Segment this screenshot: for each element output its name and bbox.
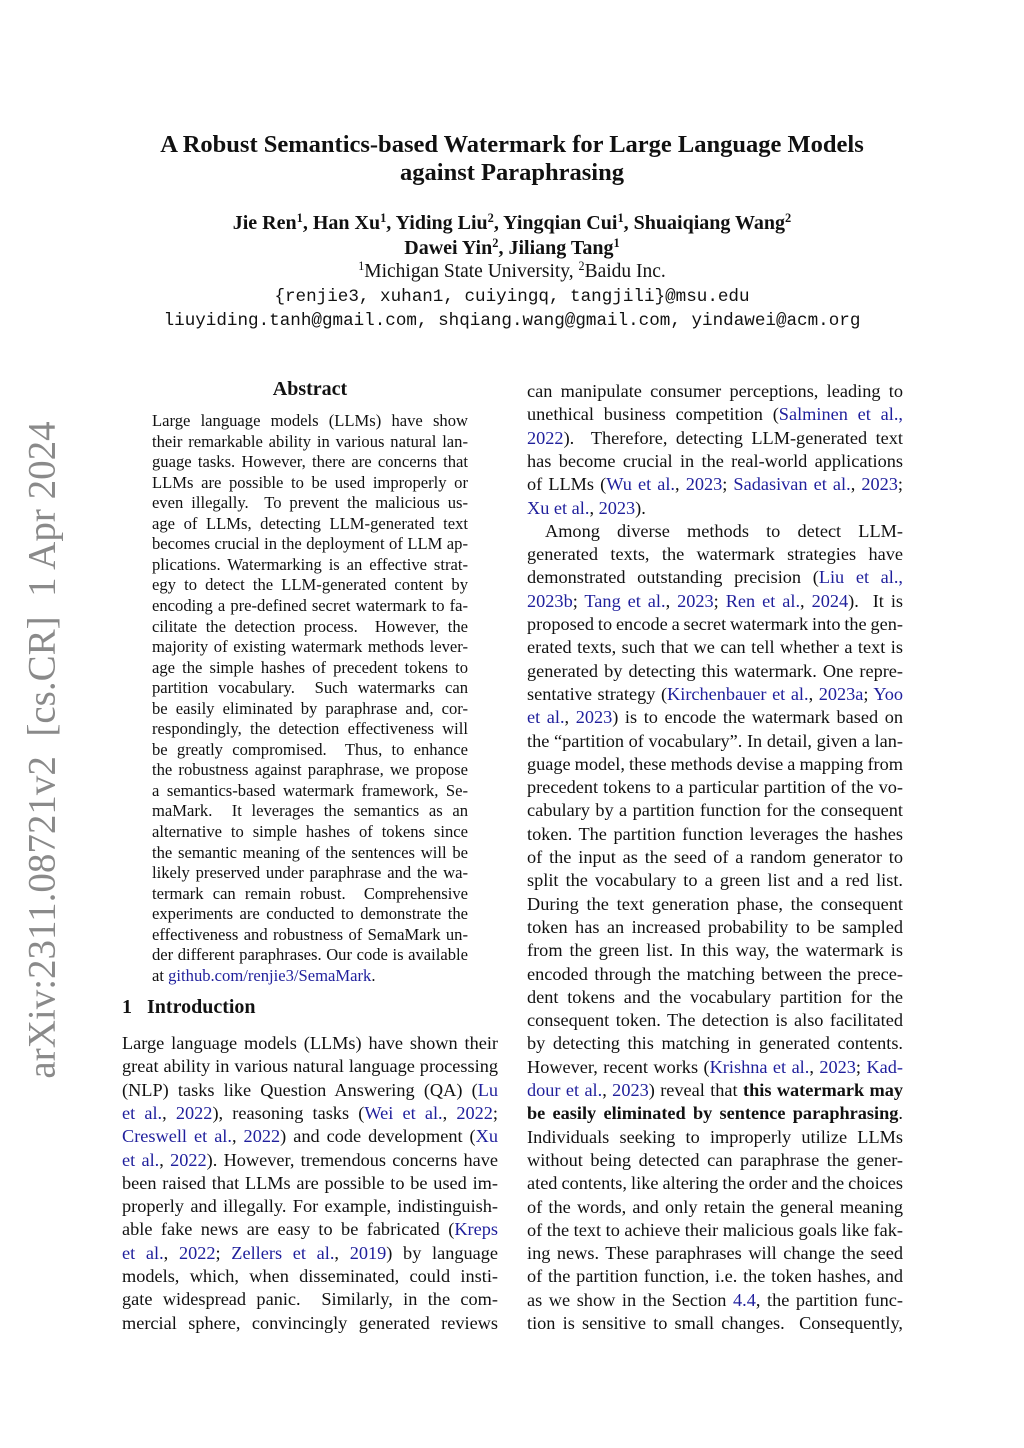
text-line: the “partition of vocabulary”. In detail, given a lan- <box>527 730 903 751</box>
text-line: guage model, these methods devise a mapping from <box>527 753 903 774</box>
text-line: sentative strategy (Kirchenbauer et al., 2023a; Yoo <box>527 683 904 704</box>
bold-text: this watermark may <box>743 1080 904 1100</box>
citation-link[interactable]: et al. <box>122 1102 163 1123</box>
author-name: Jie Ren <box>232 212 297 234</box>
emails-line-1: {renjie3, xuhan1, cuiyingq, tangjili}@msu.edu <box>274 287 750 307</box>
citation-link[interactable]: Liu et al., <box>818 567 903 588</box>
text-line: age the simple hashes of precedent tokens to <box>152 657 468 677</box>
text-line: tion is sensitive to small changes. Consequently, <box>527 1313 903 1333</box>
text-line: plications. Watermarking is an effective strat- <box>152 554 468 574</box>
paper-title-line-1: A Robust Semantics-based Watermark for Large Language Models <box>160 131 864 158</box>
text-line: even illegally. To prevent the malicious us- <box>152 493 468 513</box>
citation-link[interactable]: 2022 <box>456 1102 493 1123</box>
citation-link[interactable]: 2022 <box>175 1102 213 1123</box>
text-line: token. The partition function leverages the hashes <box>527 823 903 844</box>
text-line: demonstrated outstanding precision (Liu et al., <box>527 567 903 588</box>
citation-link[interactable]: Yoo <box>873 683 904 704</box>
text-line: egy to detect the LLM-generated content by <box>152 575 468 595</box>
citation-link[interactable]: 2023 <box>612 1080 649 1100</box>
citation-link[interactable]: Wei et al. <box>364 1102 443 1123</box>
citation-link[interactable]: 2019 <box>349 1242 387 1263</box>
text-line: be easily eliminated by sentence paraphrasing. <box>527 1103 903 1124</box>
citation-link[interactable]: Salminen et al., <box>778 404 903 425</box>
affiliation-marker: 2 <box>487 211 494 226</box>
text-line: et al., 2023) is to encode the watermark based on <box>527 707 904 728</box>
text-line: be greatly compromised. Thus, to enhance <box>152 739 468 759</box>
text-line: ated contents, like altering the order and the choices <box>527 1173 903 1194</box>
emails-line-2: liuyiding.tanh@gmail.com, shqiang.wang@gmail.com, yindawei@acm.org <box>163 311 861 331</box>
text-line: (NLP) tasks like Question Answering (QA) (Lu <box>122 1079 498 1100</box>
text-line: dent tokens and the vocabulary partition for the <box>527 986 903 1007</box>
section-number: 1 <box>122 996 132 1018</box>
citation-link[interactable]: 2022 <box>178 1242 216 1263</box>
arxiv-stamp: arXiv:2311.08721v2 [cs.CR] 1 Apr 2024 <box>20 421 64 1079</box>
citation-link[interactable]: Lu <box>477 1079 498 1100</box>
text-line: generated by detecting this watermark. One repre- <box>527 660 903 681</box>
text-line: effectiveness and robustness of SemaMark un- <box>152 924 468 944</box>
citation-link[interactable]: 2024 <box>811 590 849 611</box>
text-line: of LLMs (Wu et al., 2023; Sadasivan et al., 2023; <box>527 474 904 495</box>
citation-link[interactable]: Zellers et al. <box>231 1242 335 1263</box>
citation-link[interactable]: et al. <box>122 1242 164 1263</box>
text-line: from the green list. In this way, the watermark is <box>527 940 903 961</box>
citation-link[interactable]: et al. <box>527 707 565 728</box>
affiliation-marker: 2 <box>492 236 499 251</box>
text-line: alternative to simple hashes of tokens since <box>152 822 468 841</box>
affiliation-name: Michigan State University, <box>364 261 579 282</box>
text-line: cilitate the detection process. However, the <box>152 616 468 636</box>
citation-link[interactable]: Tang et al. <box>584 590 666 611</box>
text-line: erated texts, such that we can tell whether a text is <box>527 637 903 658</box>
text-line: split the vocabulary to a green list and a red list. <box>527 870 903 891</box>
text-line: be easily eliminated by paraphrase and, cor- <box>152 698 468 718</box>
text-line: 2023b; Tang et al., 2023; Ren et al., 2024). It is <box>527 590 904 611</box>
text-line: Creswell et al., 2022) and code development (Xu <box>122 1126 498 1147</box>
text-line: However, recent works (Krishna et al., 2023; Kad- <box>527 1056 903 1077</box>
author-name: Yingqian Cui <box>503 212 618 234</box>
text-line: been raised that LLMs are possible to be used im- <box>122 1172 498 1193</box>
citation-link[interactable]: 2023 <box>685 474 723 495</box>
text-line: et al., 2022; Zellers et al., 2019) by language <box>122 1242 499 1263</box>
text-line: partition vocabulary. Such watermarks can <box>152 678 468 698</box>
text-line: et al., 2022). However, tremendous concerns have <box>122 1149 498 1170</box>
text-line: termark can remain robust. Comprehensive <box>152 883 468 903</box>
section-title: Introduction <box>147 996 256 1018</box>
text-line: Large language models (LLMs) have show <box>152 411 468 430</box>
citation-link[interactable]: Sadasivan et al. <box>733 474 851 495</box>
citation-link[interactable]: 2023 <box>819 1056 856 1077</box>
text-line: of the text to achieve their malicious goals like fak- <box>527 1219 903 1240</box>
bold-text: be easily eliminated by sentence paraphrasing <box>527 1103 899 1124</box>
text-line: without being detected can paraphrase the gener- <box>527 1149 903 1170</box>
text-line: encoded through the matching between the prece- <box>527 963 903 984</box>
text-line: precedent tokens to a particular partition of the vo- <box>527 777 903 798</box>
text-line: age of LLMs, detecting LLM-generated text <box>152 513 468 533</box>
affiliation-name: Baidu Inc. <box>584 261 666 282</box>
text-line: unethical business competition (Salminen et al., <box>527 404 903 425</box>
text-line: by detecting this matching in generated contents. <box>527 1033 903 1054</box>
citation-link[interactable]: Wu et al. <box>606 474 676 495</box>
text-line: majority of existing watermark methods lever- <box>152 637 468 657</box>
citation-link[interactable]: Kad- <box>866 1056 903 1077</box>
author-name: Jiliang Tang <box>508 237 614 259</box>
author-name: Yiding Liu <box>395 212 488 234</box>
citation-link[interactable]: et al. <box>122 1149 160 1170</box>
citation-link[interactable]: github.com/renjie3/SemaMark <box>168 965 372 985</box>
text-line: maMark. It leverages the semantics as an <box>152 801 468 821</box>
affiliation-marker: 1 <box>296 211 303 226</box>
abstract-heading: Abstract <box>272 378 348 400</box>
section-heading <box>122 996 256 1019</box>
text-line: their remarkable ability in various natural lan- <box>152 431 468 451</box>
text-line: of the words, and only retain the general meaning <box>527 1196 903 1217</box>
text-line: of the input as the seed of a random generator to <box>527 847 903 867</box>
text-line: During the text generation phase, the consequent <box>527 893 903 914</box>
text-line: of the partition function, i.e. the token hashes, and <box>527 1266 903 1287</box>
text-line: gate widespread panic. Similarly, in the com- <box>122 1289 498 1310</box>
text-line: the robustness against paraphrase, we propose <box>152 760 468 780</box>
text-line: LLMs are possible to be used improperly or <box>152 472 468 492</box>
text-line: as we show in the Section 4.4, the partition func- <box>527 1289 903 1310</box>
citation-link[interactable]: 2023 <box>575 707 613 728</box>
text-line: respondingly, the detection effectiveness will <box>152 719 468 739</box>
author-name: Dawei Yin <box>404 237 493 259</box>
citation-link[interactable]: 2023b <box>527 590 573 611</box>
author-name: Han Xu <box>312 212 381 234</box>
text-line: 2022). Therefore, detecting LLM-generated text <box>527 427 903 448</box>
text-line: der different paraphrases. Our code is available <box>152 945 468 965</box>
text-line: experiments are conducted to demonstrate the <box>152 904 468 924</box>
text-line: able fake news are easy to be fabricated (Kreps <box>122 1219 498 1240</box>
citation-link[interactable]: Xu et al. <box>527 497 590 518</box>
text-line: ing news. These paraphrases will change the seed <box>527 1243 903 1264</box>
text-line: Large language models (LLMs) have shown their <box>122 1033 498 1053</box>
text-line: cabulary by a partition function for the consequent <box>527 800 903 821</box>
citation-link[interactable]: 2023 <box>598 497 636 518</box>
text-line: becomes crucial in the deployment of LLM ap- <box>152 534 468 554</box>
text-line: token has an increased probability to be sampled <box>527 916 903 937</box>
text-line: encoding a pre-defined secret watermark to fa- <box>152 595 468 615</box>
citation-link[interactable]: 2023a <box>818 683 864 704</box>
text-line: the semantic meaning of the sentences will be <box>152 842 468 862</box>
author-name: Shuaiqiang Wang <box>633 212 786 234</box>
affiliation-marker: 1 <box>613 236 620 251</box>
citation-link[interactable]: Kreps <box>454 1219 498 1240</box>
text-line: dour et al., 2023) reveal that this watermark may <box>527 1080 904 1100</box>
citation-link[interactable]: Kirchenbauer et al. <box>667 683 809 704</box>
citation-link[interactable]: dour et al. <box>527 1080 603 1100</box>
text-line: at github.com/renjie3/SemaMark. <box>152 965 376 985</box>
citation-link[interactable]: Ren et al. <box>725 590 801 611</box>
citation-link[interactable]: 4.4 <box>732 1289 756 1310</box>
citation-link[interactable]: Krishna et al. <box>709 1056 810 1077</box>
text-line: has become crucial in the real-world applications <box>527 450 903 471</box>
citation-link[interactable]: 2022 <box>170 1149 207 1170</box>
affiliation-marker: 1 <box>617 211 624 226</box>
citation-link[interactable]: 2022 <box>243 1126 281 1147</box>
text-line: guage tasks. However, there are concerns that <box>152 452 468 472</box>
citation-link[interactable]: 2023 <box>677 590 714 611</box>
affiliation-marker: 1 <box>380 211 387 226</box>
text-line: et al., 2022), reasoning tasks (Wei et al., 2022; <box>122 1102 499 1123</box>
text-line: Among diverse methods to detect LLM- <box>545 520 903 541</box>
text-line: proposed to encode a secret watermark into the gen- <box>527 614 903 634</box>
authors-line-2: Dawei Yin$^2$, Jiliang Tang$^1$ <box>404 236 620 259</box>
text-line: Xu et al., 2023). <box>527 497 646 518</box>
citation-link[interactable]: 2022 <box>527 427 564 448</box>
text-line: a semantics-based watermark framework, Se- <box>152 780 468 800</box>
citation-link[interactable]: 2023 <box>861 474 898 495</box>
text-line: models, which, when disseminated, could insti- <box>122 1266 498 1286</box>
text-line: can manipulate consumer perceptions, leading to <box>527 381 903 401</box>
affiliation-marker: 2 <box>578 259 585 274</box>
affiliation-marker: 2 <box>785 211 792 226</box>
authors-line-1: Jie Ren$^1$, Han Xu$^1$, Yiding Liu$^2$, Yingqian Cui$^1$, Shuaiqiang Wang$^2$ <box>232 211 792 234</box>
text-line: consequent token. The detection is also facilitated <box>527 1010 903 1031</box>
affiliation-marker: 1 <box>358 259 365 274</box>
text-line: Individuals seeking to improperly utilize LLMs <box>527 1126 903 1147</box>
text-line: properly and illegally. For example, indistinguish- <box>122 1196 498 1217</box>
citation-link[interactable]: Creswell et al. <box>122 1126 232 1147</box>
text-line: mercial sphere, convincingly generated reviews <box>122 1312 498 1333</box>
text-line: generated texts, the watermark strategies have <box>527 544 903 565</box>
text-line: great ability in various natural language processing <box>122 1056 498 1077</box>
text-line: likely preserved under paraphrase and the wa- <box>152 863 468 883</box>
citation-link[interactable]: Xu <box>475 1126 498 1147</box>
affiliations <box>0 261 1024 283</box>
paper-title-line-2: against Paraphrasing <box>400 159 624 186</box>
